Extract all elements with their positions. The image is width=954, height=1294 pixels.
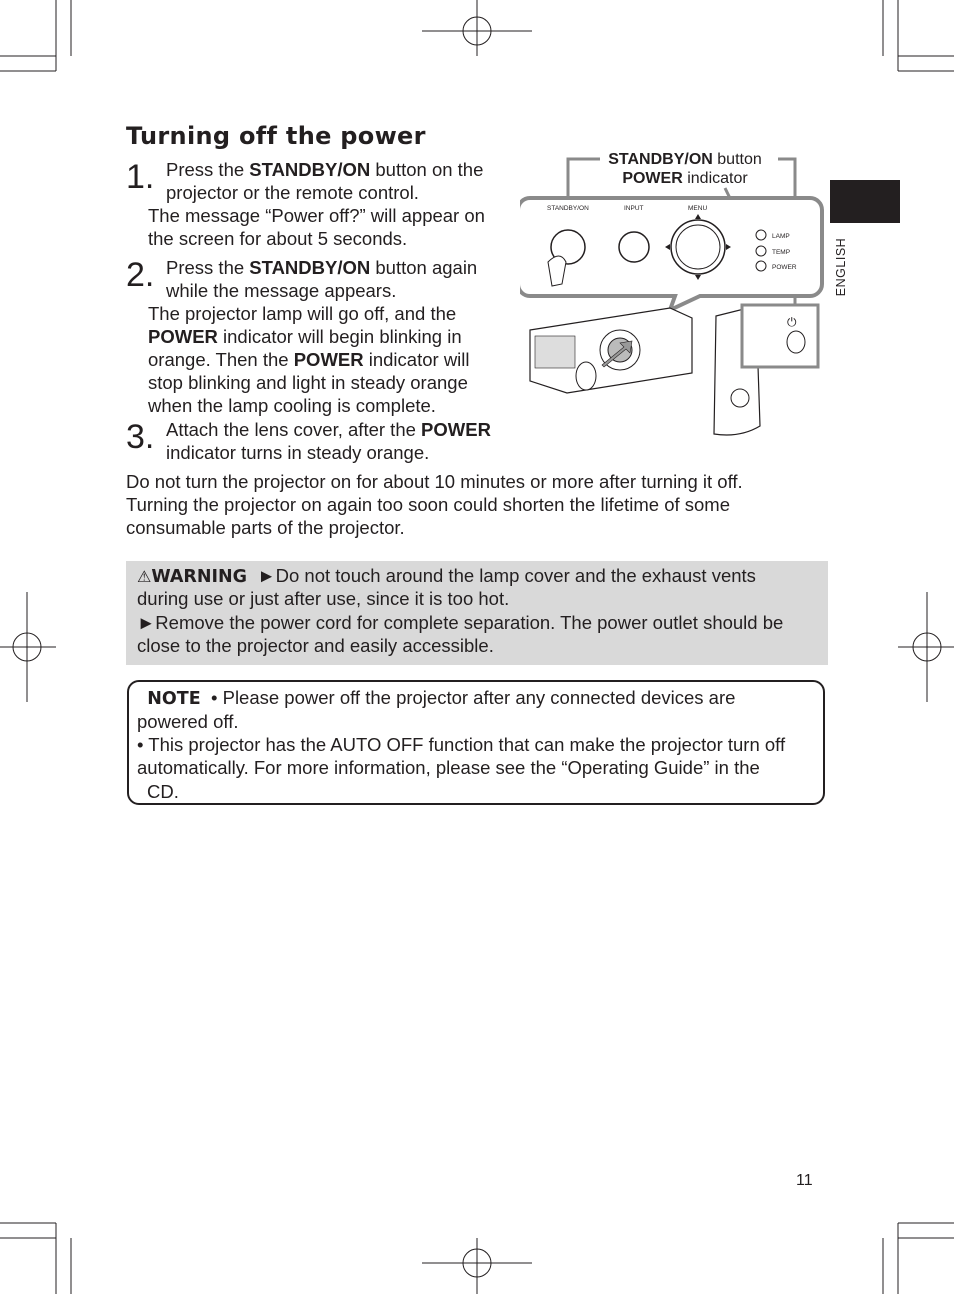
- note-line-1: NOTE • Please power off the projector after any connected devices are: [147, 687, 736, 709]
- step-1-detail-2: the screen for about 5 seconds.: [148, 228, 408, 249]
- step-1-number: 1.: [126, 158, 155, 196]
- step-1-line-1: Press the STANDBY/ON button on the: [166, 159, 484, 180]
- step-2-detail-2: POWER indicator will begin blinking in: [148, 326, 462, 347]
- page-title: Turning off the power: [126, 122, 426, 150]
- paragraph-line-1: Do not turn the projector on for about 10 minutes or more after turning it off.: [126, 471, 743, 492]
- panel-temp-label: TEMP: [772, 249, 791, 256]
- paragraph-line-2: Turning the projector on again too soon could shorten the lifetime of some: [126, 494, 731, 515]
- callout-power-indicator: POWER indicator: [622, 170, 748, 187]
- note-line-5: CD.: [147, 781, 179, 802]
- step-2-detail-3: orange. Then the POWER indicator will: [148, 349, 470, 370]
- panel-standby-label: STANDBY/ON: [547, 205, 589, 212]
- language-tab: [830, 180, 900, 223]
- panel-lamp-label: LAMP: [772, 233, 790, 240]
- note-line-4: automatically. For more information, please see the “Operating Guide” in the: [137, 757, 760, 778]
- warning-line-3: ►Remove the power cord for complete separation. The power outlet should be: [137, 612, 784, 633]
- input-button-icon: [619, 232, 649, 262]
- panel-menu-label: MENU: [688, 205, 708, 212]
- paragraph-line-3: consumable parts of the projector.: [126, 517, 405, 538]
- panel-power-label: POWER: [772, 264, 797, 271]
- step-3-number: 3.: [126, 418, 155, 456]
- step-2-detail-4: stop blinking and light in steady orange: [148, 372, 468, 393]
- warning-line-2: during use or just after use, since it is too hot.: [137, 588, 510, 609]
- callout-standby-button: STANDBY/ON button: [608, 151, 762, 168]
- warning-line-4: close to the projector and easily accessible.: [137, 635, 494, 656]
- panel-input-label: INPUT: [624, 205, 644, 212]
- step-2-line-1: Press the STANDBY/ON button again: [166, 257, 478, 278]
- note-line-3: • This projector has the AUTO OFF function that can make the projector turn off: [137, 734, 786, 755]
- page-number: 11: [796, 1172, 813, 1189]
- remote-standby-zoom: [742, 305, 818, 367]
- step-2-line-2: while the message appears.: [166, 280, 397, 301]
- step-3-line-2: indicator turns in steady orange.: [166, 442, 430, 463]
- step-2-detail-5: when the lamp cooling is complete.: [148, 395, 436, 416]
- step-2-number: 2.: [126, 256, 155, 294]
- note-label: NOTE: [147, 689, 201, 709]
- step-1-detail-1: The message “Power off?” will appear on: [148, 205, 485, 226]
- step-2-detail-1: The projector lamp will go off, and the: [148, 303, 457, 324]
- language-label: ENGLISH: [834, 237, 849, 297]
- projector-illustration: [520, 150, 830, 445]
- note-line-2: powered off.: [137, 711, 239, 732]
- svg-text:⏻: ⏻: [787, 315, 797, 329]
- step-1-line-2: projector or the remote control.: [166, 182, 419, 203]
- warning-triangle-icon: ⚠: [137, 569, 152, 586]
- warning-label: WARNING: [151, 567, 248, 587]
- step-3-line-1: Attach the lens cover, after the POWER: [166, 419, 491, 440]
- warning-line-1: ⚠WARNING ►Do not touch around the lamp cover and the exhaust vents: [137, 565, 756, 587]
